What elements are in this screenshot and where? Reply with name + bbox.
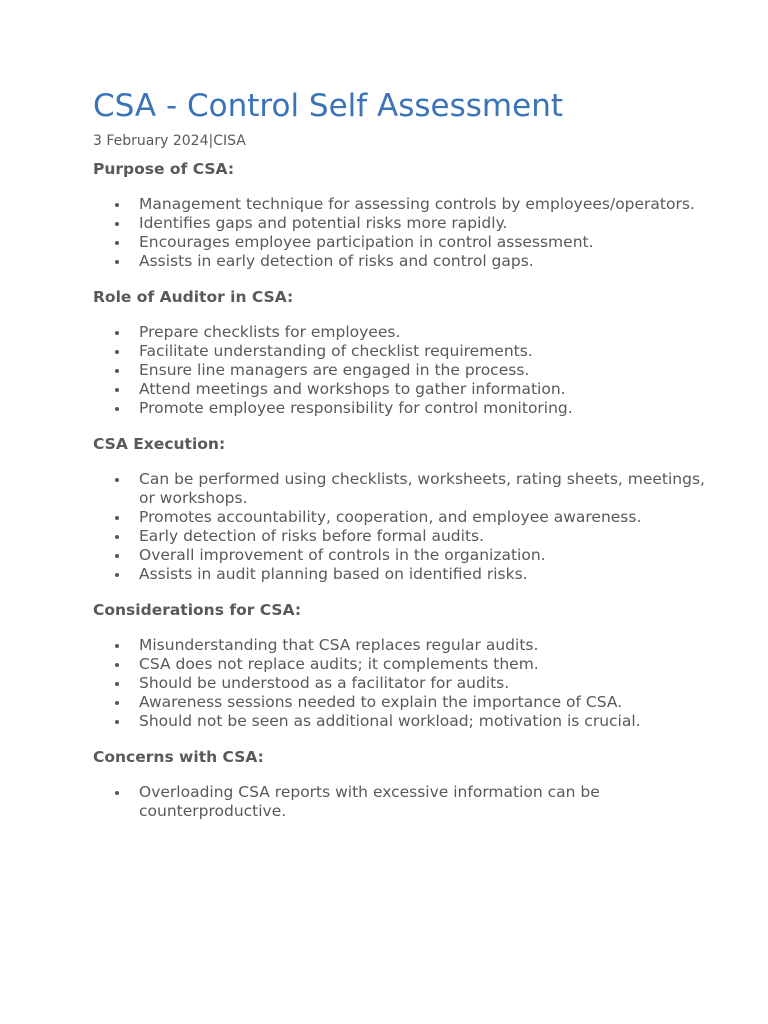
document-meta: 3 February 2024|CISA <box>93 133 246 149</box>
section-heading: CSA Execution: <box>93 435 226 453</box>
list-item: Can be performed using checklists, worksheets, rating sheets, meetings, or workshops. <box>139 470 708 508</box>
list-item: Encourages employee participation in control assessment. <box>139 233 708 252</box>
list-item: Management technique for assessing controls by employees/operators. <box>139 195 708 214</box>
bullet-list <box>93 470 708 584</box>
list-item: Ensure line managers are engaged in the process. <box>139 361 708 380</box>
list-item: Prepare checklists for employees. <box>139 323 708 342</box>
section-considerations <box>93 600 708 731</box>
section-execution <box>93 434 708 584</box>
list-item: Assists in early detection of risks and control gaps. <box>139 252 708 271</box>
section-concerns <box>93 747 708 821</box>
list-item: Overloading CSA reports with excessive information can be counterproductive. <box>139 783 708 821</box>
section-heading: Role of Auditor in CSA: <box>93 288 294 306</box>
bullet-list <box>93 323 708 418</box>
list-item: Misunderstanding that CSA replaces regular audits. <box>139 636 708 655</box>
list-item: Should not be seen as additional workload; motivation is crucial. <box>139 712 708 731</box>
section-heading: Concerns with CSA: <box>93 748 264 766</box>
list-item: Promote employee responsibility for control monitoring. <box>139 399 708 418</box>
list-item: Attend meetings and workshops to gather information. <box>139 380 708 399</box>
bullet-list <box>93 783 708 821</box>
list-item: Identifies gaps and potential risks more rapidly. <box>139 214 708 233</box>
list-item: Assists in audit planning based on identified risks. <box>139 565 708 584</box>
list-item: Overall improvement of controls in the organization. <box>139 546 708 565</box>
section-heading: Purpose of CSA: <box>93 160 235 178</box>
list-item: Should be understood as a facilitator for audits. <box>139 674 708 693</box>
section-purpose <box>93 159 708 271</box>
section-heading: Considerations for CSA: <box>93 601 302 619</box>
list-item: Early detection of risks before formal audits. <box>139 527 708 546</box>
list-item: CSA does not replace audits; it complements them. <box>139 655 708 674</box>
list-item: Promotes accountability, cooperation, and employee awareness. <box>139 508 708 527</box>
bullet-list <box>93 636 708 731</box>
section-auditor-role <box>93 287 708 418</box>
list-item: Facilitate understanding of checklist requirements. <box>139 342 708 361</box>
page-title: CSA - Control Self Assessment <box>93 88 563 124</box>
bullet-list <box>93 195 708 271</box>
list-item: Awareness sessions needed to explain the importance of CSA. <box>139 693 708 712</box>
